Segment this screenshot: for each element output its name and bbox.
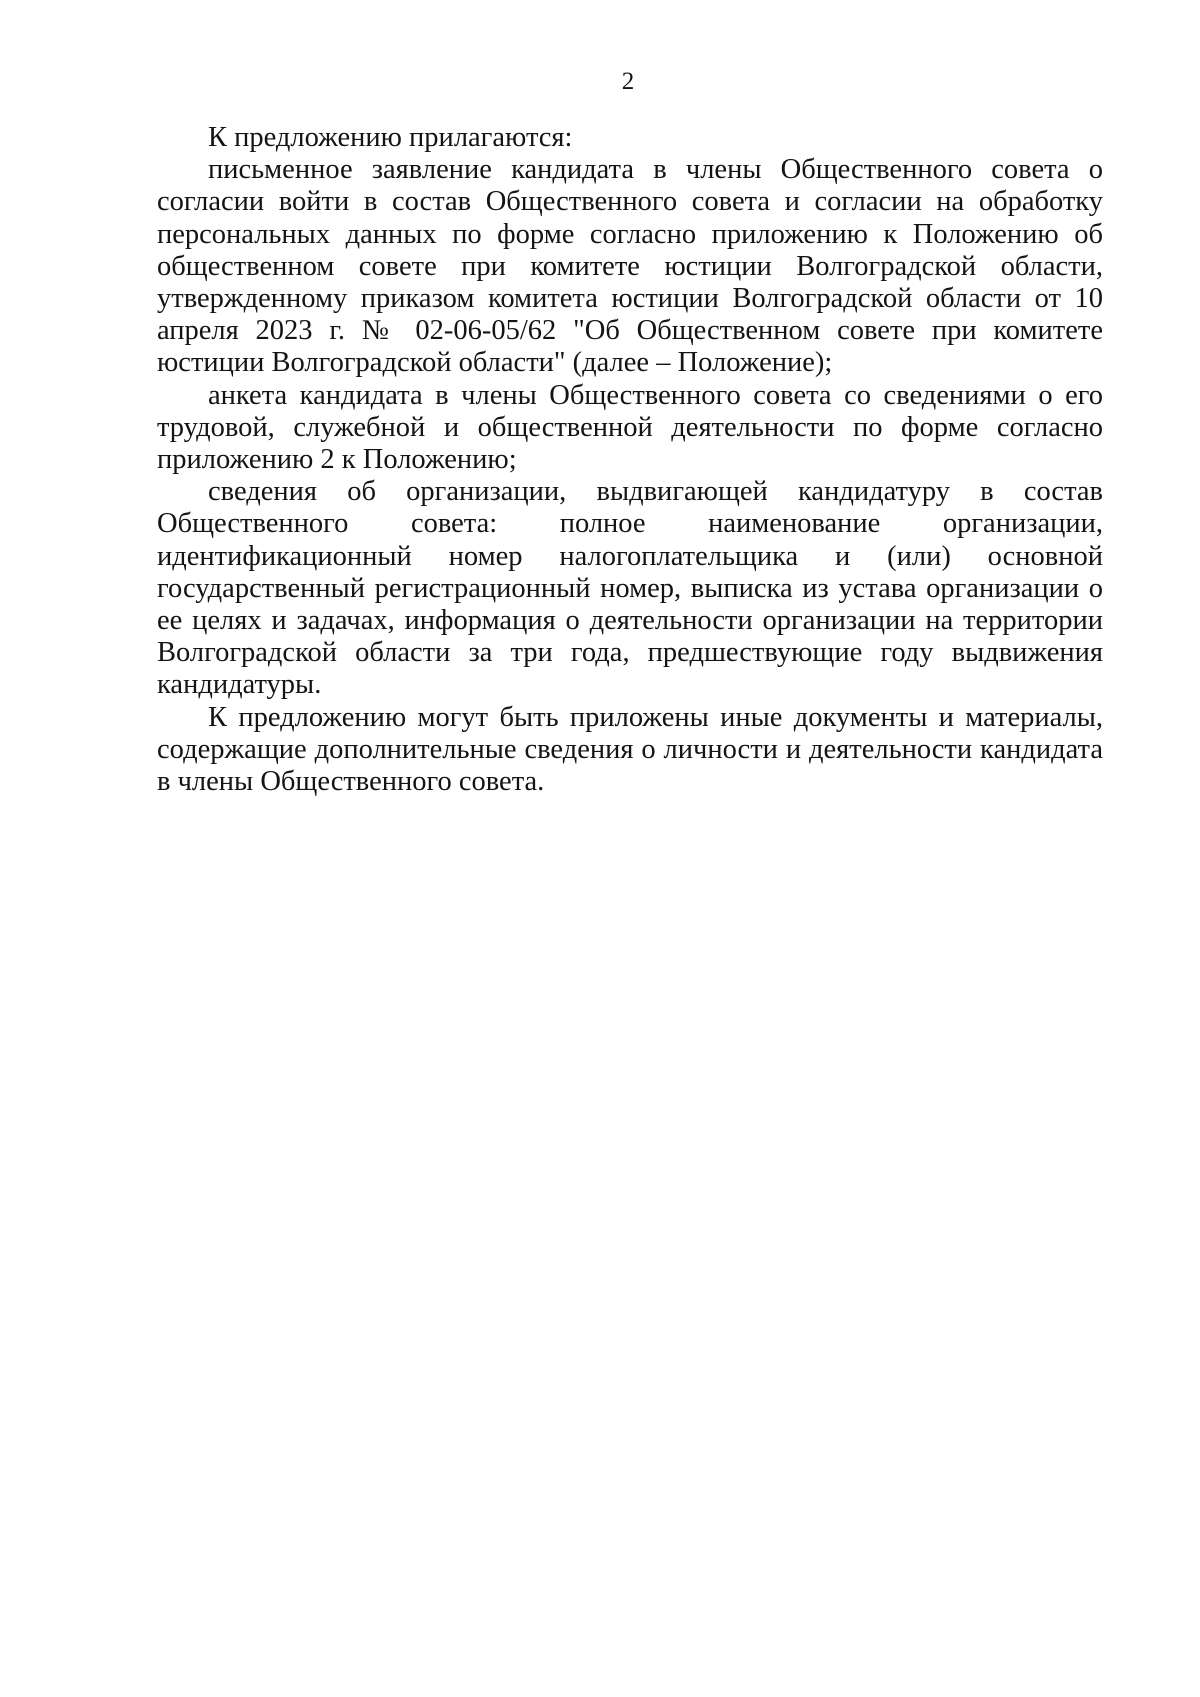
paragraph-written-statement: письменное заявление кандидата в члены Общественного совета о согласии войти в состав Общественного совета и согласии на обработку персональных данных по форме согласно приложению к Положению об общественном совете при комитете юстиции Волгоградской области, утвержденному приказом комитета юстиции Волгоградской области от 10 апреля 2023 г. № 02-06-05/62 "Об Общественном совете при комитете юстиции Волгоградской области" (далее – Положение); xyxy=(157,154,1103,379)
paragraph-organization-info: сведения об организации, выдвигающей кандидатуру в состав Общественного совета: полное наименование организации, идентификационный номер налогоплательщика и (или) основной государственный регистрационный номер, выписка из устава организации о ее целях и задачах, информация о деятельности организации на территории Волгоградской области за три года, предшествующие году выдвижения кандидатуры. xyxy=(157,476,1103,701)
page-number: 2 xyxy=(621,68,635,95)
paragraph-candidate-questionnaire: анкета кандидата в члены Общественного совета со сведениями о его трудовой, служебной и общественной деятельности по форме согласно приложению 2 к Положению; xyxy=(157,379,1103,476)
paragraph-attachments-intro: К предложению прилагаются: xyxy=(208,122,573,153)
paragraph-other-documents: К предложению могут быть приложены иные документы и материалы, содержащие дополнительные сведения о личности и деятельности кандидата в члены Общественного совета. xyxy=(157,701,1103,798)
document-body xyxy=(157,122,1103,798)
